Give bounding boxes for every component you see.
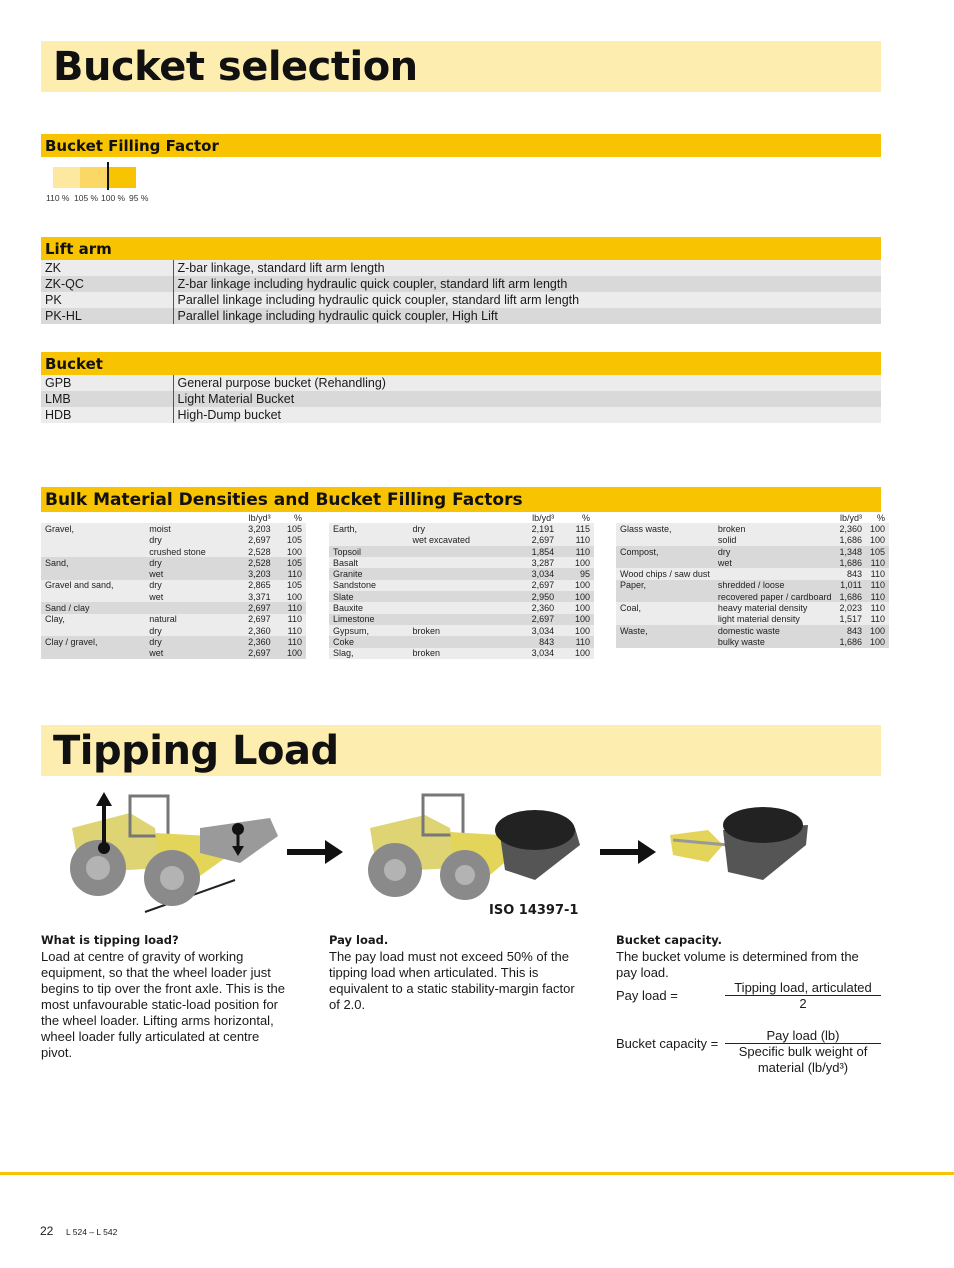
variant-cell: wet bbox=[145, 591, 233, 602]
bucket-table bbox=[41, 375, 881, 423]
table-row bbox=[41, 308, 881, 324]
percent-cell: 105 bbox=[275, 557, 306, 568]
table-row bbox=[41, 602, 306, 613]
variant-cell bbox=[409, 557, 511, 568]
variant-cell: crushed stone bbox=[145, 546, 233, 557]
density-cell: 2,697 bbox=[511, 535, 559, 546]
table-row bbox=[329, 602, 594, 613]
table-row bbox=[41, 636, 306, 647]
table-row bbox=[41, 391, 881, 407]
percent-cell: 100 bbox=[558, 580, 594, 591]
density-table-3 bbox=[616, 512, 886, 648]
density-cell: 1,686 bbox=[835, 636, 866, 647]
percent-cell: 100 bbox=[275, 591, 306, 602]
table-row bbox=[616, 636, 889, 647]
table-row bbox=[41, 568, 306, 579]
scale-label: 110 % bbox=[46, 193, 70, 203]
variant-cell bbox=[409, 568, 511, 579]
material-cell bbox=[41, 568, 145, 579]
material-cell: Compost, bbox=[616, 546, 714, 557]
percent-cell: 110 bbox=[275, 602, 306, 613]
table-row bbox=[41, 523, 306, 534]
material-cell: Gravel, bbox=[41, 523, 145, 534]
material-cell: Gypsum, bbox=[329, 625, 409, 636]
variant-cell: natural bbox=[145, 614, 233, 625]
material-cell bbox=[41, 648, 145, 659]
variant-cell: wet bbox=[145, 568, 233, 579]
footer-rule bbox=[0, 1172, 954, 1175]
density-cell: 3,203 bbox=[233, 568, 275, 579]
table-row bbox=[41, 580, 306, 591]
material-cell bbox=[616, 591, 714, 602]
material-cell: Clay, bbox=[41, 614, 145, 625]
scale-segment-105 bbox=[80, 167, 107, 188]
percent-cell: 110 bbox=[866, 557, 889, 568]
table-row bbox=[616, 580, 889, 591]
percent-cell: 110 bbox=[866, 614, 889, 625]
density-cell: 2,697 bbox=[233, 535, 275, 546]
section-heading: What is tipping load? bbox=[41, 933, 179, 947]
lift-arm-table bbox=[41, 260, 881, 324]
table-row bbox=[329, 523, 594, 534]
variant-cell: wet bbox=[714, 557, 836, 568]
material-cell: Gravel and sand, bbox=[41, 580, 145, 591]
material-cell bbox=[41, 625, 145, 636]
tipping-load-banner bbox=[41, 725, 881, 776]
density-cell: 3,371 bbox=[233, 591, 275, 602]
material-cell bbox=[41, 591, 145, 602]
formula-label: Bucket capacity = bbox=[616, 1036, 719, 1051]
material-cell: Slag, bbox=[329, 648, 409, 659]
table-row bbox=[329, 591, 594, 602]
variant-cell: solid bbox=[714, 535, 836, 546]
variant-cell: broken bbox=[714, 523, 836, 534]
density-cell: 3,034 bbox=[511, 625, 559, 636]
percent-cell: 105 bbox=[275, 580, 306, 591]
density-cell: 3,034 bbox=[511, 568, 559, 579]
table-row bbox=[616, 523, 889, 534]
density-header-row bbox=[41, 512, 306, 523]
density-cell: 843 bbox=[511, 636, 559, 647]
material-cell: Limestone bbox=[329, 614, 409, 625]
density-cell: 1,348 bbox=[835, 546, 866, 557]
density-cell: 2,023 bbox=[835, 602, 866, 613]
density-cell: 1,686 bbox=[835, 535, 866, 546]
table-row bbox=[329, 580, 594, 591]
table-row bbox=[616, 535, 889, 546]
table-row bbox=[329, 636, 594, 647]
table-row bbox=[616, 602, 889, 613]
scale-100-marker bbox=[107, 162, 109, 190]
filling-factor-heading: Bucket Filling Factor bbox=[45, 137, 219, 155]
variant-cell bbox=[409, 546, 511, 557]
model-range: L 524 – L 542 bbox=[66, 1227, 118, 1237]
table-row bbox=[616, 546, 889, 557]
desc-cell: Parallel linkage including hydraulic quick coupler, High Lift bbox=[173, 308, 881, 324]
table-row bbox=[41, 625, 306, 636]
density-cell: 2,697 bbox=[233, 602, 275, 613]
density-cell: 1,854 bbox=[511, 546, 559, 557]
density-cell: 2,697 bbox=[233, 614, 275, 625]
variant-cell bbox=[409, 636, 511, 647]
code-cell: PK-HL bbox=[41, 308, 173, 324]
tipping-load-title: Tipping Load bbox=[53, 728, 339, 774]
variant-cell: dry bbox=[145, 557, 233, 568]
variant-cell: domestic waste bbox=[714, 625, 836, 636]
density-cell: 3,287 bbox=[511, 557, 559, 568]
material-cell: Sand / clay bbox=[41, 602, 145, 613]
code-cell: GPB bbox=[41, 375, 173, 391]
header-blank bbox=[41, 512, 145, 523]
bulk-header bbox=[41, 487, 881, 512]
variant-cell: dry bbox=[145, 636, 233, 647]
percent-cell: 110 bbox=[275, 636, 306, 647]
iso-standard: ISO 14397-1 bbox=[489, 903, 579, 918]
table-row bbox=[41, 292, 881, 308]
bucket-header bbox=[41, 352, 881, 375]
scale-label: 100 % bbox=[101, 193, 126, 203]
percent-cell: 100 bbox=[275, 546, 306, 557]
material-cell: Slate bbox=[329, 591, 409, 602]
material-cell: Coal, bbox=[616, 602, 714, 613]
variant-cell bbox=[145, 602, 233, 613]
variant-cell bbox=[714, 568, 836, 579]
code-cell: PK bbox=[41, 292, 173, 308]
desc-cell: Z-bar linkage, standard lift arm length bbox=[173, 260, 881, 276]
material-cell: Granite bbox=[329, 568, 409, 579]
percent-cell: 110 bbox=[275, 614, 306, 625]
variant-cell: light material density bbox=[714, 614, 836, 625]
density-header-row bbox=[329, 512, 594, 523]
material-cell: Coke bbox=[329, 636, 409, 647]
section-body: The pay load must not exceed 50% of the tipping load when articulated. This is equivalent to a static stability-margin factor of 2.0. bbox=[329, 949, 575, 1012]
table-row bbox=[41, 407, 881, 423]
material-cell: Paper, bbox=[616, 580, 714, 591]
header-blank bbox=[409, 512, 511, 523]
percent-cell: 110 bbox=[866, 591, 889, 602]
density-unit: lb/yd³ bbox=[835, 512, 866, 523]
table-row bbox=[616, 568, 889, 579]
formula-denominator: Specific bulk weight of material (lb/yd³) bbox=[738, 1044, 868, 1075]
percent-cell: 100 bbox=[558, 614, 594, 625]
lift-arm-heading: Lift arm bbox=[45, 240, 112, 258]
variant-cell bbox=[409, 591, 511, 602]
bucket-capacity-illustration bbox=[668, 800, 818, 885]
material-cell bbox=[329, 535, 409, 546]
density-cell: 2,697 bbox=[233, 648, 275, 659]
section-heading: Bucket capacity. bbox=[616, 933, 723, 947]
loader-payload-illustration bbox=[365, 790, 585, 900]
header-blank bbox=[145, 512, 233, 523]
arrow-right-icon bbox=[600, 840, 656, 864]
scale-label: 95 % bbox=[129, 193, 149, 203]
code-cell: LMB bbox=[41, 391, 173, 407]
density-cell: 2,697 bbox=[511, 580, 559, 591]
bucket-heading: Bucket bbox=[45, 355, 103, 373]
variant-cell: wet excavated bbox=[409, 535, 511, 546]
desc-cell: Parallel linkage including hydraulic quick coupler, standard lift arm length bbox=[173, 292, 881, 308]
material-cell bbox=[41, 535, 145, 546]
percent-cell: 100 bbox=[558, 625, 594, 636]
percent-cell: 110 bbox=[558, 535, 594, 546]
density-cell: 2,360 bbox=[511, 602, 559, 613]
percent-cell: 105 bbox=[866, 546, 889, 557]
pay-load-section bbox=[329, 932, 589, 1013]
variant-cell: dry bbox=[145, 535, 233, 546]
density-unit: lb/yd³ bbox=[233, 512, 275, 523]
percent-unit: % bbox=[275, 512, 306, 523]
table-row bbox=[329, 546, 594, 557]
percent-cell: 110 bbox=[275, 625, 306, 636]
percent-cell: 110 bbox=[866, 568, 889, 579]
percent-cell: 110 bbox=[866, 580, 889, 591]
density-cell: 2,360 bbox=[233, 625, 275, 636]
section-heading: Pay load. bbox=[329, 933, 389, 947]
material-cell: Sandstone bbox=[329, 580, 409, 591]
filling-factor-labels bbox=[46, 193, 148, 203]
density-cell: 1,686 bbox=[835, 591, 866, 602]
density-cell: 3,034 bbox=[511, 648, 559, 659]
percent-cell: 110 bbox=[558, 636, 594, 647]
section-body: The bucket volume is determined from the pay load. bbox=[616, 949, 859, 980]
code-cell: HDB bbox=[41, 407, 173, 423]
density-cell: 2,528 bbox=[233, 546, 275, 557]
percent-cell: 105 bbox=[275, 523, 306, 534]
desc-cell: High-Dump bucket bbox=[173, 407, 881, 423]
table-row bbox=[41, 557, 306, 568]
percent-cell: 100 bbox=[866, 625, 889, 636]
lift-arm-header bbox=[41, 237, 881, 260]
variant-cell: recovered paper / cardboard bbox=[714, 591, 836, 602]
table-row bbox=[41, 648, 306, 659]
table-row bbox=[329, 535, 594, 546]
material-cell: Topsoil bbox=[329, 546, 409, 557]
table-row bbox=[41, 546, 306, 557]
formula-denominator: 2 bbox=[799, 996, 807, 1011]
scale-segment-95 bbox=[107, 167, 136, 188]
density-cell: 1,517 bbox=[835, 614, 866, 625]
desc-cell: General purpose bucket (Rehandling) bbox=[173, 375, 881, 391]
what-is-tipping-load bbox=[41, 932, 291, 1061]
loader-tipping-illustration bbox=[60, 788, 285, 916]
table-row bbox=[41, 535, 306, 546]
density-cell: 2,360 bbox=[835, 523, 866, 534]
header-blank bbox=[616, 512, 714, 523]
percent-cell: 110 bbox=[275, 568, 306, 579]
formula-numerator: Pay load (lb) bbox=[725, 1028, 881, 1044]
table-row bbox=[41, 614, 306, 625]
scale-label: 105 % bbox=[74, 193, 99, 203]
page-number: 22 bbox=[40, 1224, 54, 1238]
material-cell bbox=[616, 614, 714, 625]
percent-cell: 100 bbox=[558, 591, 594, 602]
variant-cell: broken bbox=[409, 648, 511, 659]
variant-cell: shredded / loose bbox=[714, 580, 836, 591]
table-row bbox=[329, 614, 594, 625]
percent-cell: 95 bbox=[558, 568, 594, 579]
variant-cell: wet bbox=[145, 648, 233, 659]
percent-cell: 100 bbox=[866, 535, 889, 546]
table-row bbox=[41, 375, 881, 391]
desc-cell: Light Material Bucket bbox=[173, 391, 881, 407]
percent-cell: 100 bbox=[558, 602, 594, 613]
formula-label: Pay load = bbox=[616, 988, 678, 1003]
density-cell: 3,203 bbox=[233, 523, 275, 534]
variant-cell: dry bbox=[145, 625, 233, 636]
percent-cell: 100 bbox=[558, 557, 594, 568]
formula-bucket-capacity bbox=[725, 1028, 881, 1076]
formula-payload bbox=[725, 980, 881, 1011]
filling-factor-header bbox=[41, 134, 881, 157]
variant-cell: bulky waste bbox=[714, 636, 836, 647]
density-header-row bbox=[616, 512, 889, 523]
density-unit: lb/yd³ bbox=[511, 512, 559, 523]
density-cell: 843 bbox=[835, 625, 866, 636]
table-row bbox=[616, 591, 889, 602]
table-row bbox=[41, 276, 881, 292]
percent-cell: 100 bbox=[866, 523, 889, 534]
material-cell: Bauxite bbox=[329, 602, 409, 613]
bucket-selection-banner bbox=[41, 41, 881, 92]
percent-cell: 100 bbox=[866, 636, 889, 647]
table-row bbox=[616, 614, 889, 625]
density-cell: 2,360 bbox=[233, 636, 275, 647]
table-row bbox=[41, 591, 306, 602]
material-cell: Earth, bbox=[329, 523, 409, 534]
density-cell: 1,011 bbox=[835, 580, 866, 591]
percent-cell: 110 bbox=[866, 602, 889, 613]
percent-cell: 105 bbox=[275, 535, 306, 546]
percent-cell: 115 bbox=[558, 523, 594, 534]
header-blank bbox=[714, 512, 836, 523]
variant-cell: moist bbox=[145, 523, 233, 534]
arrow-right-icon bbox=[287, 840, 343, 864]
table-row bbox=[41, 260, 881, 276]
section-body: Load at centre of gravity of working equipment, so that the wheel loader just begins to tip over the front axle. This is the most unfavourable static-load position for the wheel loader. Lifting arms horizontal, wheel loader fully articulated at centre pivot. bbox=[41, 949, 286, 1060]
variant-cell: dry bbox=[145, 580, 233, 591]
density-cell: 1,686 bbox=[835, 557, 866, 568]
header-blank bbox=[329, 512, 409, 523]
percent-unit: % bbox=[866, 512, 889, 523]
variant-cell: dry bbox=[409, 523, 511, 534]
material-cell: Waste, bbox=[616, 625, 714, 636]
density-cell: 2,697 bbox=[511, 614, 559, 625]
density-table-2 bbox=[329, 512, 594, 659]
code-cell: ZK-QC bbox=[41, 276, 173, 292]
filling-factor-scale bbox=[53, 167, 136, 188]
material-cell bbox=[616, 636, 714, 647]
variant-cell bbox=[409, 580, 511, 591]
material-cell: Basalt bbox=[329, 557, 409, 568]
variant-cell bbox=[409, 602, 511, 613]
bucket-capacity-section bbox=[616, 932, 881, 981]
bulk-heading: Bulk Material Densities and Bucket Filling Factors bbox=[45, 490, 523, 510]
material-cell bbox=[616, 535, 714, 546]
percent-cell: 100 bbox=[558, 648, 594, 659]
density-cell: 2,865 bbox=[233, 580, 275, 591]
density-cell: 2,191 bbox=[511, 523, 559, 534]
density-table-1 bbox=[41, 512, 306, 659]
material-cell: Glass waste, bbox=[616, 523, 714, 534]
table-row bbox=[329, 625, 594, 636]
table-row bbox=[329, 557, 594, 568]
formula-numerator: Tipping load, articulated bbox=[725, 980, 881, 996]
table-row bbox=[329, 648, 594, 659]
scale-segment-110 bbox=[53, 167, 80, 188]
variant-cell: broken bbox=[409, 625, 511, 636]
variant-cell: dry bbox=[714, 546, 836, 557]
density-cell: 843 bbox=[835, 568, 866, 579]
material-cell: Wood chips / saw dust bbox=[616, 568, 714, 579]
percent-unit: % bbox=[558, 512, 594, 523]
page-title: Bucket selection bbox=[53, 44, 418, 90]
table-row bbox=[329, 568, 594, 579]
variant-cell: heavy material density bbox=[714, 602, 836, 613]
percent-cell: 100 bbox=[275, 648, 306, 659]
material-cell: Clay / gravel, bbox=[41, 636, 145, 647]
code-cell: ZK bbox=[41, 260, 173, 276]
table-row bbox=[616, 557, 889, 568]
material-cell bbox=[41, 546, 145, 557]
percent-cell: 110 bbox=[558, 546, 594, 557]
density-cell: 2,950 bbox=[511, 591, 559, 602]
material-cell bbox=[616, 557, 714, 568]
material-cell: Sand, bbox=[41, 557, 145, 568]
table-row bbox=[616, 625, 889, 636]
variant-cell bbox=[409, 614, 511, 625]
desc-cell: Z-bar linkage including hydraulic quick coupler, standard lift arm length bbox=[173, 276, 881, 292]
density-cell: 2,528 bbox=[233, 557, 275, 568]
